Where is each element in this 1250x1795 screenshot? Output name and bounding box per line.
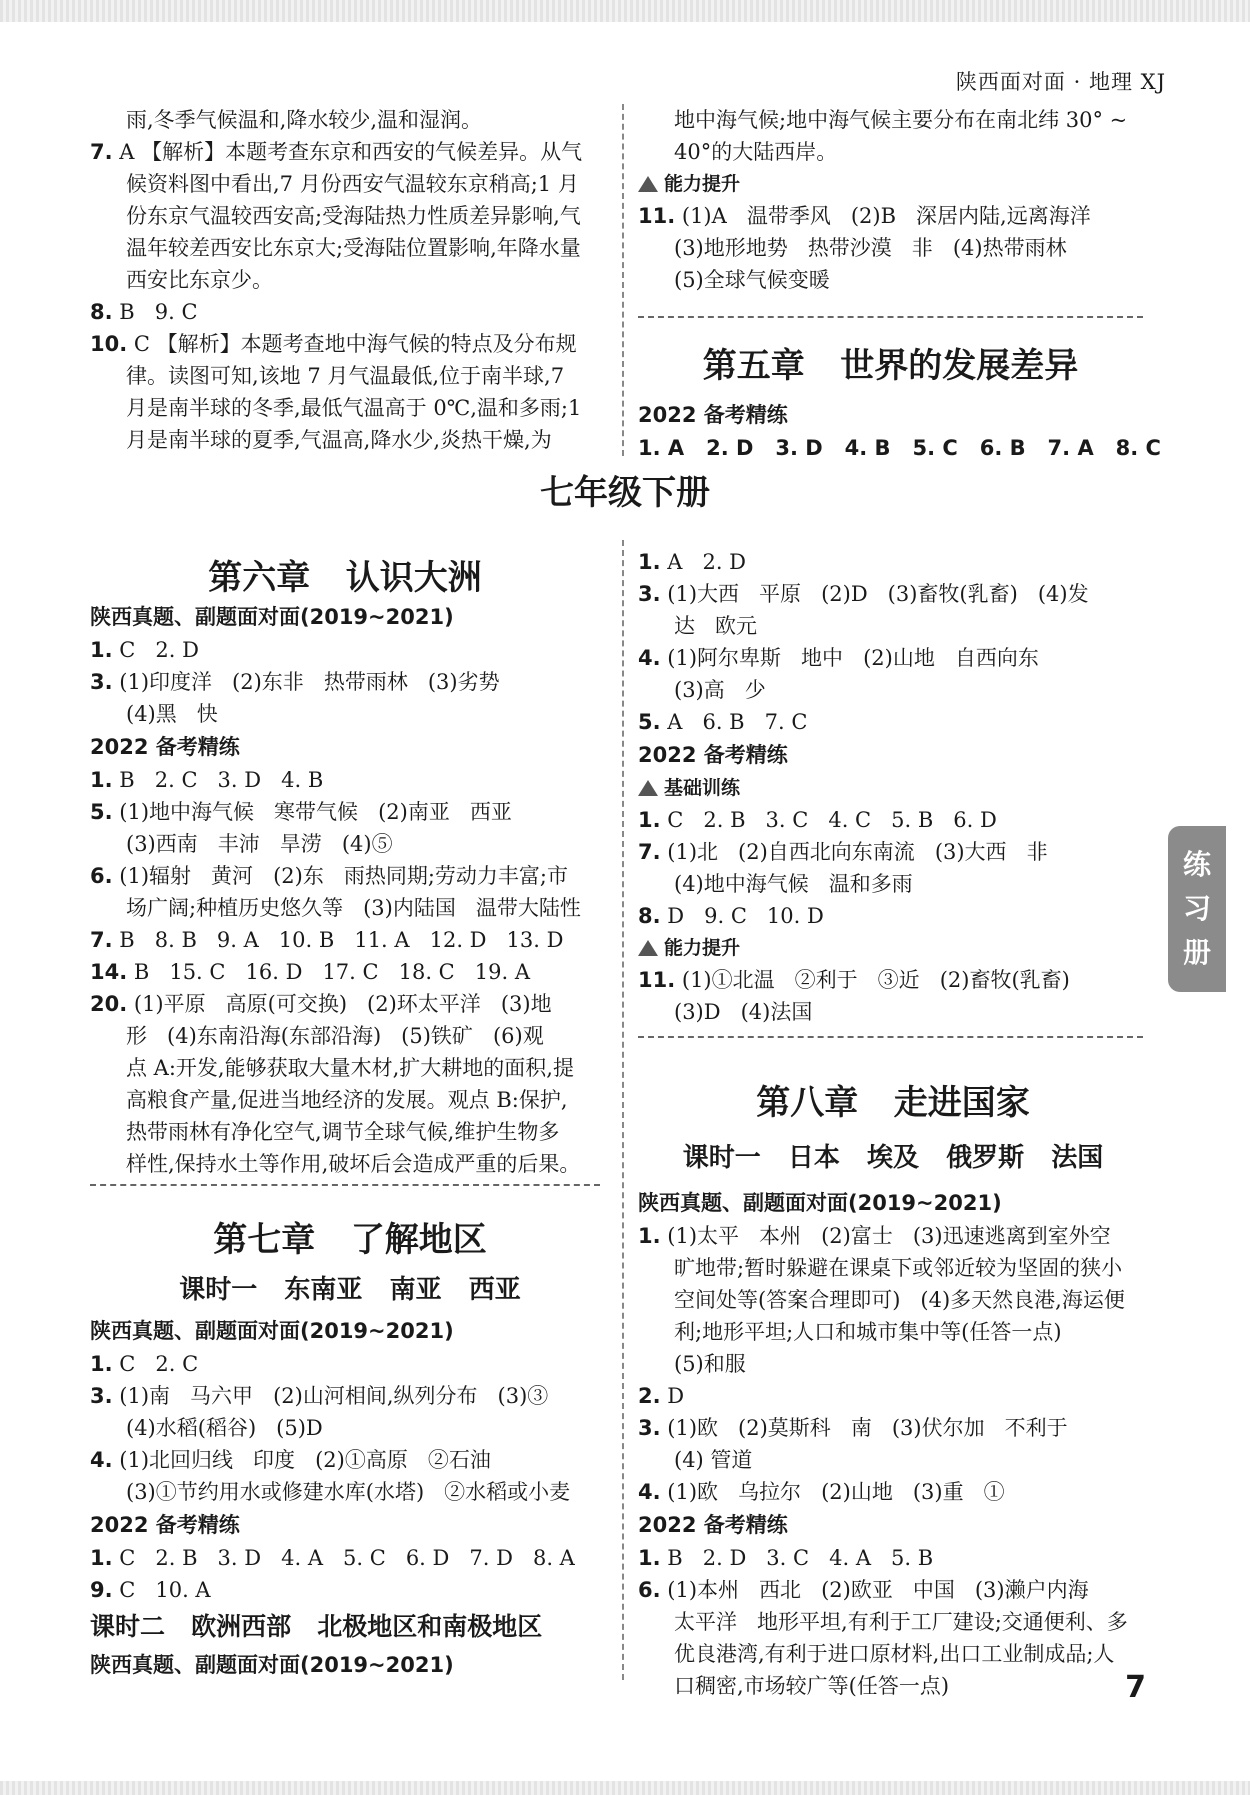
answer-line <box>638 546 1148 578</box>
question-number: 1. <box>90 1352 113 1376</box>
answer-text: (1)欧 乌拉尔 (2)山地 (3)重 ① <box>660 1480 1005 1504</box>
answer-text: 点 A:开发,能够获取大量木材,扩大耕地的面积,提 <box>126 1056 574 1080</box>
running-header: 陕西面对面 · 地理 XJ <box>955 70 1166 94</box>
pyramid-icon <box>638 780 658 796</box>
question-number: 3. <box>90 670 113 694</box>
answer-line <box>638 1444 1148 1476</box>
question-number: 1. <box>90 768 113 792</box>
answer-text: 高粮食产量,促进当地经济的发展。观点 B:保护, <box>126 1088 568 1112</box>
question-number: 6. <box>90 864 113 888</box>
question-number: 10. <box>90 332 128 356</box>
zhenti-heading: 陕西真题、副题面对面(2019~2021) <box>90 605 454 629</box>
answer-line <box>638 1380 1148 1412</box>
pyramid-icon <box>638 940 658 956</box>
ability-heading: 能力提升 <box>638 168 1148 200</box>
answer-text: 达 欧元 <box>674 614 758 638</box>
answer-line <box>90 392 610 424</box>
question-number: 5. <box>90 800 113 824</box>
column-divider-top <box>622 104 624 456</box>
question-number: 3. <box>90 1384 113 1408</box>
question-number: 1. <box>638 1546 661 1570</box>
answer-line <box>638 1348 1148 1380</box>
answer-text: D 9. C 10. D <box>660 904 824 928</box>
answer-text: B 2. D 3. C 4. A 5. B <box>660 1546 934 1570</box>
question-number: 5. <box>638 710 661 734</box>
answer-line <box>638 200 1148 232</box>
answer-line <box>90 1444 610 1476</box>
answer-text: 份东京气温较西安高;受海陆热力性质差异影响,气 <box>126 204 581 228</box>
answer-line <box>90 264 610 296</box>
answer-line <box>638 1638 1148 1670</box>
page-number: 7 <box>1125 1670 1146 1705</box>
answer-line: 地中海气候;地中海气候主要分布在南北纬 30° ~ <box>674 108 1128 132</box>
answer-text: (3)高 少 <box>674 678 766 702</box>
answer-line <box>638 674 1148 706</box>
grade-title: 七年级下册 <box>540 473 710 513</box>
answer-text: (4) 管道 <box>674 1448 753 1472</box>
zhenti-heading: 陕西真题、副题面对面(2019~2021) <box>90 1653 454 1677</box>
answer-line <box>638 706 1148 738</box>
answer-line <box>90 200 610 232</box>
answer-line <box>90 328 610 360</box>
answer-line <box>90 1412 610 1444</box>
zhenti-heading: 陕西真题、副题面对面(2019~2021) <box>638 1191 1002 1215</box>
answer-line <box>90 360 610 392</box>
answer-text: B 15. C 16. D 17. C 18. C 19. A <box>127 960 531 984</box>
answer-text: 律。读图可知,该地 7 月气温最低,位于南半球,7 <box>126 364 565 388</box>
answer-line <box>638 1316 1148 1348</box>
answer-line <box>90 764 610 796</box>
scan-edge-bottom <box>0 1781 1250 1795</box>
answer-text: 温年较差西安比东京大;受海陆位置影响,年降水量 <box>126 236 581 260</box>
answer-text: 样性,保持水土等作用,破坏后会造成严重的后果。 <box>126 1152 581 1176</box>
question-number: 1. <box>638 550 661 574</box>
answer-line <box>638 1476 1148 1508</box>
lower-left-column <box>90 600 610 1682</box>
divider-dashed <box>90 1184 600 1186</box>
answer-line <box>90 1476 610 1508</box>
tab-char: 习 <box>1182 892 1211 925</box>
answer-line <box>638 1252 1148 1284</box>
beikao-heading: 2022 备考精练 <box>90 735 240 759</box>
answer-text: (1)阿尔卑斯 地中 (2)山地 自西向东 <box>660 646 1039 670</box>
answer-text: 利;地形平坦;人口和城市集中等(任答一点) <box>674 1320 1062 1344</box>
answer-text: 空间处等(答案合理即可) (4)多天然良港,海运便 <box>674 1288 1125 1312</box>
answer-text: 旷地带;暂时躲避在课桌下或邻近较为坚固的狭小 <box>674 1256 1123 1280</box>
answer-text: B 2. C 3. D 4. B <box>112 768 324 792</box>
answer-line <box>90 956 610 988</box>
answer-text: (3)西南 丰沛 旱涝 (4)⑤ <box>126 832 393 856</box>
answer-text: C 2. B 3. D 4. A 5. C 6. D 7. D 8. A <box>112 1546 575 1570</box>
answer-line <box>90 1084 610 1116</box>
question-number: 3. <box>638 582 661 606</box>
answer-line <box>90 232 610 264</box>
answer-line <box>90 796 610 828</box>
question-number: 14. <box>90 960 128 984</box>
answer-line <box>90 1574 610 1606</box>
answer-text: 西安比东京少。 <box>126 268 273 292</box>
column-divider-bottom <box>622 540 624 1680</box>
answer-text: (1)A 温带季风 (2)B 深居内陆,远离海洋 <box>675 204 1091 228</box>
question-number: 2. <box>638 1384 661 1408</box>
chapter-5-title: 第五章 世界的发展差异 <box>702 346 1079 386</box>
answer-text: (3)地形地势 热带沙漠 非 (4)热带雨林 <box>674 236 1067 260</box>
answer-text: 优良港湾,有利于进口原材料,出口工业制成品;人 <box>674 1642 1115 1666</box>
answer-line <box>638 836 1148 868</box>
answer-text: C 2. B 3. C 4. C 5. B 6. D <box>660 808 997 832</box>
answer-line <box>638 1284 1148 1316</box>
answer-line <box>90 1116 610 1148</box>
question-number: 8. <box>90 300 113 324</box>
answer-text: (1)①北温 ②利于 ③近 (2)畜牧(乳畜) <box>675 968 1070 992</box>
answer-text: 雨,冬季气候温和,降水较少,温和湿润。 <box>126 108 483 132</box>
pyramid-icon <box>638 176 658 192</box>
chapter-8-title: 第八章 走进国家 <box>756 1083 1030 1123</box>
question-number: 4. <box>90 1448 113 1472</box>
answer-text: (5)全球气候变暖 <box>674 268 830 292</box>
answer-text: (5)和服 <box>674 1352 746 1376</box>
question-number: 9. <box>90 1578 113 1602</box>
zhenti-heading: 陕西真题、副题面对面(2019~2021) <box>90 1319 454 1343</box>
question-number: 1. <box>90 638 113 662</box>
top-right-column <box>638 104 1148 296</box>
answer-line <box>638 996 1148 1028</box>
lower-right-column <box>638 546 1148 1702</box>
beikao-heading: 2022 备考精练 <box>90 1513 240 1537</box>
answer-line <box>90 1542 610 1574</box>
answer-line <box>638 1412 1148 1444</box>
answer-line <box>638 264 1148 296</box>
answer-line <box>90 1020 610 1052</box>
answer-line <box>90 892 610 924</box>
answer-line <box>638 642 1148 674</box>
question-number: 8. <box>638 904 661 928</box>
answer-line <box>90 634 610 666</box>
answer-text: 口稠密,市场较广等(任答一点) <box>674 1674 950 1698</box>
scan-edge-top <box>0 0 1250 22</box>
divider-dashed <box>638 316 1143 318</box>
answer-line <box>638 1670 1148 1702</box>
answer-text: (1)本州 西北 (2)欧亚 中国 (3)濑户内海 <box>660 1578 1089 1602</box>
answer-text: 形 (4)东南沿海(东部沿海) (5)铁矿 (6)观 <box>126 1024 544 1048</box>
answer-line <box>638 578 1148 610</box>
answer-text: (1)南 马六甲 (2)山河相间,纵列分布 (3)③ <box>112 1384 549 1408</box>
answer-line <box>90 1052 610 1084</box>
question-number: 20. <box>90 992 128 1016</box>
answer-text: 月是南半球的夏季,气温高,降水少,炎热干燥,为 <box>126 428 552 452</box>
ability-heading: 能力提升 <box>638 932 1148 964</box>
answer-line <box>90 666 610 698</box>
answer-line <box>90 1348 610 1380</box>
section-tab <box>1168 826 1226 992</box>
answer-text: B 9. C <box>112 300 198 324</box>
beikao-heading: 2022 备考精练 <box>638 1513 788 1537</box>
lesson-title: 课时一 东南亚 南亚 西亚 <box>179 1275 521 1305</box>
answer-line <box>90 296 610 328</box>
answer-line <box>638 1606 1148 1638</box>
answer-text: 热带雨林有净化空气,调节全球气候,维护生物多 <box>126 1120 560 1144</box>
answer-text: 候资料图中看出,7 月份西安气温较东京稍高;1 月 <box>126 172 579 196</box>
answer-text: 太平洋 地形平坦,有利于工厂建设;交通便利、多 <box>674 1610 1128 1634</box>
answer-text: 月是南半球的冬季,最低气温高于 0℃,温和多雨;1 <box>126 396 582 420</box>
question-number: 7. <box>90 140 113 164</box>
answer-text: (1)欧 (2)莫斯科 南 (3)伏尔加 不利于 <box>660 1416 1068 1440</box>
answer-text: (1)平原 高原(可交换) (2)环太平洋 (3)地 <box>127 992 552 1016</box>
answer-line <box>638 610 1148 642</box>
answer-line <box>90 136 610 168</box>
answer-text: (4)黑 快 <box>126 702 218 726</box>
chapter-6-title: 第六章 认识大洲 <box>208 558 482 598</box>
question-number: 11. <box>638 204 676 228</box>
answer-text: (4)地中海气候 温和多雨 <box>674 872 913 896</box>
answer-line <box>90 988 610 1020</box>
answer-line <box>90 698 610 730</box>
answer-line <box>638 1220 1148 1252</box>
question-number: 7. <box>90 928 113 952</box>
answer-line <box>638 900 1148 932</box>
answer-text: B 8. B 9. A 10. B 11. A 12. D 13. D <box>112 928 564 952</box>
answer-text: C 10. A <box>112 1578 211 1602</box>
answer-text: C 2. C <box>112 1352 199 1376</box>
answer-text: A 2. D <box>660 550 747 574</box>
answer-text: C 【解析】本题考查地中海气候的特点及分布规 <box>127 332 577 356</box>
answer-text: C 2. D <box>112 638 199 662</box>
tab-char: 练 <box>1182 848 1211 881</box>
answer-text: (1)大西 平原 (2)D (3)畜牧(乳畜) (4)发 <box>660 582 1089 606</box>
answer-text: (1)地中海气候 寒带气候 (2)南亚 西亚 <box>112 800 512 824</box>
answer-line <box>90 924 610 956</box>
beikao-heading: 2022 备考精练 <box>638 743 788 767</box>
answer-text: (4)水稻(稻谷) (5)D <box>126 1416 323 1440</box>
answer-line <box>638 804 1148 836</box>
question-number: 11. <box>638 968 676 992</box>
answer-line <box>90 104 610 136</box>
question-number: 7. <box>638 840 661 864</box>
answer-line <box>90 424 610 456</box>
answer-line <box>638 1542 1148 1574</box>
answer-line <box>638 868 1148 900</box>
answer-text: A 【解析】本题考查东京和西安的气候差异。从气 <box>112 140 583 164</box>
chapter-7-title: 第七章 了解地区 <box>213 1220 487 1260</box>
answer-text: (3)D (4)法国 <box>674 1000 813 1024</box>
answer-text: (1)辐射 黄河 (2)东 雨热同期;劳动力丰富;市 <box>112 864 568 888</box>
answer-line: 40°的大陆西岸。 <box>674 140 838 164</box>
divider-dashed <box>638 1036 1143 1038</box>
answer-line <box>90 860 610 892</box>
answer-text: 场广阔;种植历史悠久等 (3)内陆国 温带大陆性 <box>126 896 581 920</box>
question-number: 4. <box>638 1480 661 1504</box>
answer-text: D <box>660 1384 685 1408</box>
answer-text: (3)①节约用水或修建水库(水塔) ②水稻或小麦 <box>126 1480 571 1504</box>
answer-line <box>90 168 610 200</box>
question-number: 1. <box>638 1224 661 1248</box>
answer-text: (1)印度洋 (2)东非 热带雨林 (3)劣势 <box>112 670 500 694</box>
answer-line <box>638 964 1148 996</box>
answer-line <box>638 232 1148 264</box>
answer-text: (1)太平 本州 (2)富士 (3)迅速逃离到室外空 <box>660 1224 1111 1248</box>
basic-training-heading: 基础训练 <box>638 772 1148 804</box>
answer-text: (1)北 (2)自西北向东南流 (3)大西 非 <box>660 840 1048 864</box>
chapter-5-answers: 1. A 2. D 3. D 4. B 5. C 6. B 7. A 8. C <box>638 436 1161 460</box>
answer-text: A 6. B 7. C <box>660 710 808 734</box>
lesson-title: 课时二 欧洲西部 北极地区和南极地区 <box>90 1612 543 1641</box>
question-number: 4. <box>638 646 661 670</box>
top-left-column <box>90 104 610 456</box>
tab-char: 册 <box>1182 936 1211 969</box>
question-number: 1. <box>90 1546 113 1570</box>
question-number: 6. <box>638 1578 661 1602</box>
answer-line <box>638 1574 1148 1606</box>
beikao-heading: 2022 备考精练 <box>638 403 788 427</box>
answer-line <box>90 828 610 860</box>
question-number: 3. <box>638 1416 661 1440</box>
answer-text: (1)北回归线 印度 (2)①高原 ②石油 <box>112 1448 491 1472</box>
answer-line <box>90 1148 610 1180</box>
answer-line <box>90 1380 610 1412</box>
question-number: 1. <box>638 808 661 832</box>
lesson-title: 课时一 日本 埃及 俄罗斯 法国 <box>682 1143 1104 1173</box>
